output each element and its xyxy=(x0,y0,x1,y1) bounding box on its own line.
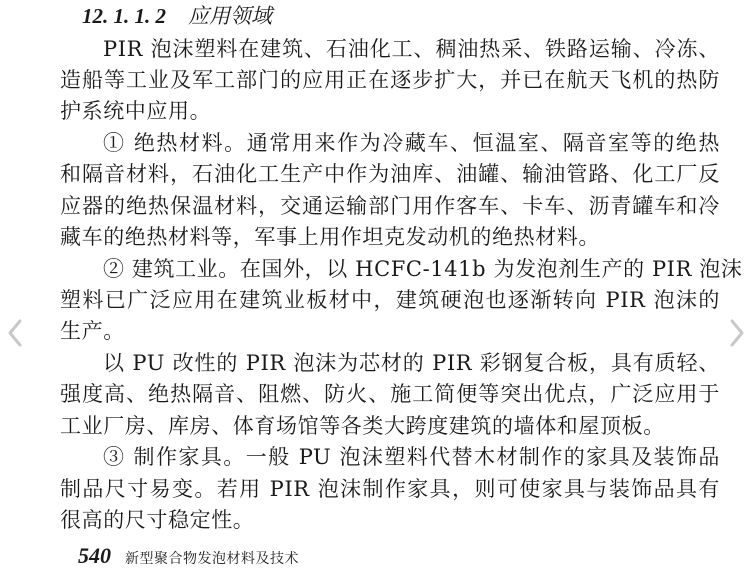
paragraph-line: 以 PU 改性的 PIR 泡沫为芯材的 PIR 彩钢复合板，具有质轻、 xyxy=(103,351,720,375)
paragraph-line: ③ 制作家具。一般 PU 泡沫塑料代替木材制作的家具及装饰品 xyxy=(103,445,720,469)
paragraph-line: 藏车的绝热材料等，军事上用作坦克发动机的绝热材料。 xyxy=(60,225,600,249)
paragraph-line: 应器的绝热保温材料，交通运输部门用作客车、卡车、沥青罐车和冷 xyxy=(60,194,720,218)
page-number: 540 xyxy=(78,543,111,568)
section-title: 应用领域 xyxy=(188,4,272,28)
section-heading xyxy=(82,2,272,30)
chevron-right-icon xyxy=(728,318,746,348)
paragraph-line: 强度高、绝热隔音、阻燃、防火、施工简便等突出优点，广泛应用于 xyxy=(60,382,720,406)
paragraph-line: PIR 泡沫塑料在建筑、石油化工、稠油热采、铁路运输、冷冻、 xyxy=(103,37,720,61)
page-footer xyxy=(78,542,299,573)
paragraph-line: 和隔音材料，石油化工生产中作为油库、油罐、输油管路、化工厂反 xyxy=(60,162,720,186)
paragraph-line: 生产。 xyxy=(60,319,125,343)
chevron-left-icon xyxy=(6,318,24,348)
paragraph-line: 塑料已广泛应用在建筑业板材中，建筑硬泡也逐渐转向 PIR 泡沫的 xyxy=(60,288,720,312)
paragraph-line: 很高的尺寸稳定性。 xyxy=(60,508,255,532)
paragraph-line: 制品尺寸易变。若用 PIR 泡沫制作家具，则可使家具与装饰品具有 xyxy=(60,477,720,501)
book-title: 新型聚合物发泡材料及技术 xyxy=(125,551,299,567)
paragraph-line: 造船等工业及军工部门的应用正在逐步扩大，并已在航天飞机的热防 xyxy=(60,68,720,92)
paragraph-line: 工业厂房、库房、体育场馆等各类大跨度建筑的墙体和屋顶板。 xyxy=(60,414,665,438)
next-page-button[interactable] xyxy=(728,318,746,348)
paragraph-line: ① 绝热材料。通常用来作为冷藏车、恒温室、隔音室等的绝热 xyxy=(103,131,720,155)
paragraph-line: ② 建筑工业。在国外，以 HCFC-141b 为发泡剂生产的 PIR 泡沫 xyxy=(103,257,743,281)
prev-page-button[interactable] xyxy=(6,318,24,348)
section-number: 12. 1. 1. 2 xyxy=(82,4,166,28)
paragraph-line: 护系统中应用。 xyxy=(60,99,212,123)
